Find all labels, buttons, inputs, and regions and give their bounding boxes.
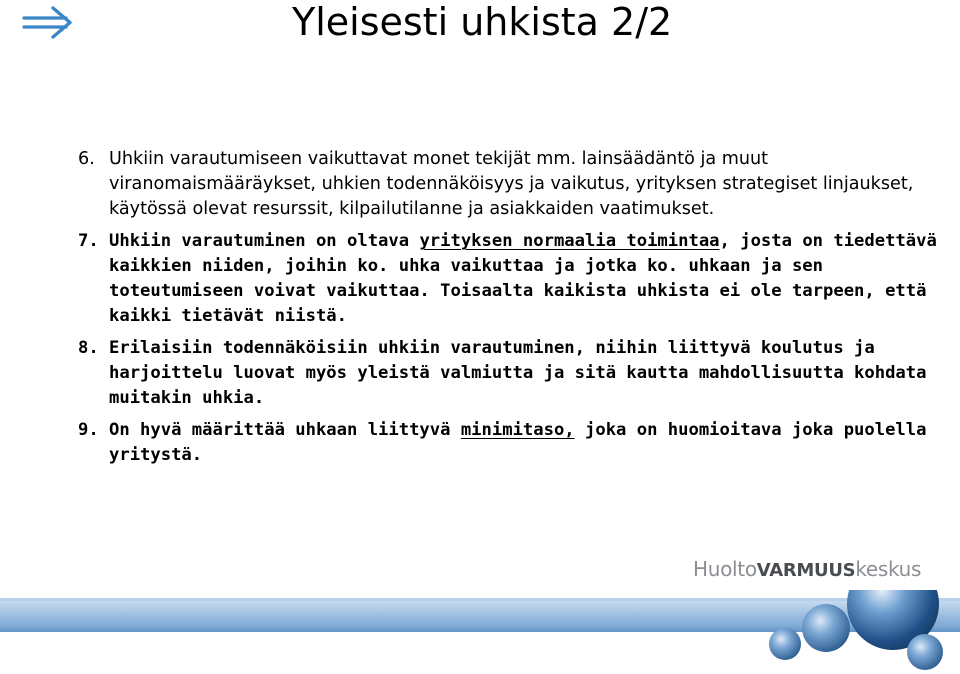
list-item-number: 6. [78, 149, 95, 169]
organization-logo [693, 556, 921, 584]
underlined-phrase: yrityksen normaalia toimintaa [419, 231, 720, 251]
underlined-phrase: minimitaso, [460, 420, 575, 440]
numbered-list [78, 147, 938, 475]
list-item-text: Erilaisiin todennäköisiin uhkiin varautuminen, niihin liittyvä koulutus ja harjoittelu luovat myös yleistä valmiutta ja sitä kautta mahdollisuutta kohdata muitakin uhkia. [109, 338, 927, 408]
list-item [78, 336, 938, 411]
list-item-text: On hyvä määrittää uhkaan liittyvä [109, 420, 461, 440]
list-item-text: joka on huomioitava joka puolella yritystä. [109, 420, 927, 465]
list-item-number: 7. [78, 231, 99, 251]
arrow-right-icon [22, 5, 74, 41]
list-item-number: 8. [78, 338, 99, 358]
sphere-small-2 [802, 604, 850, 652]
list-item-number: 9. [78, 420, 99, 440]
list-item-text: , josta on tiedettävä kaikkien niiden, joihin ko. uhka vaikuttaa ja jotka ko. uhkaan ja sen toteutumiseen voivat vaikuttaa. Toisaalta kaikista uhkista ei ole tarpeen, että kaikki tietävät niistä. [109, 231, 937, 326]
page-title: Yleisesti uhkista 2/2 [292, 0, 673, 44]
logo-part-varmuus: VARMUUS [756, 560, 856, 581]
sphere-small-3 [907, 634, 943, 670]
list-item-text: Uhkiin varautuminen on oltava [109, 231, 420, 251]
logo-part-huolto: Huolto [693, 557, 757, 581]
list-item [78, 147, 938, 222]
logo-part-keskus: keskus [855, 557, 922, 581]
sphere-small-1 [769, 628, 801, 660]
list-item [78, 229, 938, 329]
list-item-text: Uhkiin varautumiseen vaikuttavat monet tekijät mm. lainsäädäntö ja muut viranomaismääräykset, uhkien todennäköisyys ja vaikutus, yrityksen strategiset linjaukset, käytössä olevat resurssit, kilpailutilanne ja asiakkaiden vaatimukset. [109, 149, 914, 219]
decorative-footer-band [0, 590, 960, 674]
band-highlight [0, 598, 960, 601]
list-item [78, 418, 938, 468]
